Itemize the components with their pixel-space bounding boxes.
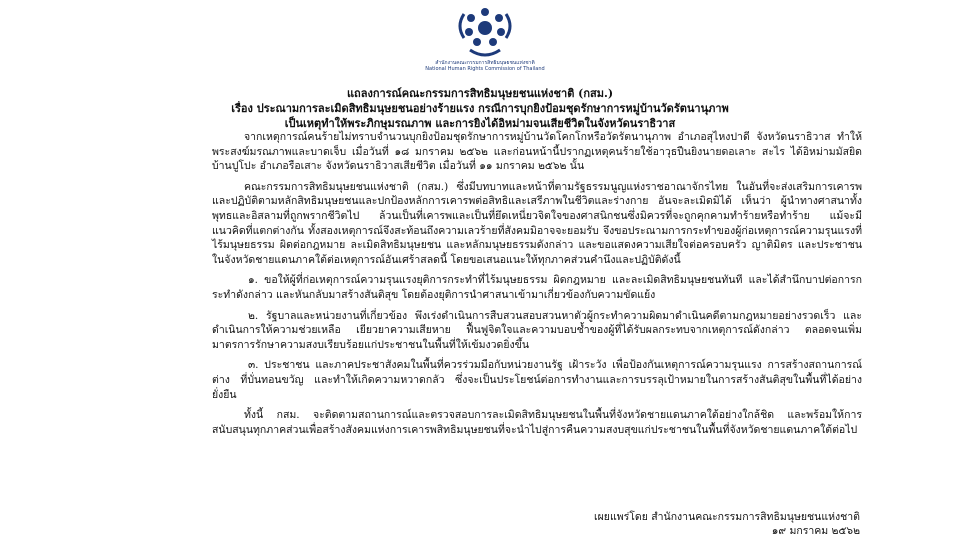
logo-org-name-en: National Human Rights Commission of Thailand [425,66,545,72]
paragraph-position: คณะกรรมการสิทธิมนุษยชนแห่งชาติ (กสม.) ซึ่งมีบทบาทและหน้าที่ตามรัฐธรรมนูญแห่งราชอาณาจักรไทย ในอันที่จะส่งเสริมการเคารพและปฏิบัติตามหลักสิทธิมนุษยชนและปกป้องหลักการเคารพต่อสิทธิและเสรีภาพในชีวิตและร่างกาย อันจะละเมิดมิได้ เห็นว่า ผู้นำทางศาสนาทั้งพุทธและอิสลามที่ถูกพรากชีวิตไป ล้วนเป็นที่เคารพและเป็นที่ยึดเหนี่ยวจิตใจของศาสนิกชนซึ่งมิควรที่จะถูกคุกคามทำร้ายหรือทำร้าย แม้จะมีแนวคิดที่แตกต่างกัน ทั้งสองเหตุการณ์จึงสะท้อนถึงความเลวร้ายที่สังคมมิอาจจะยอมรับ จึงขอประณามการกระทำของผู้ก่อเหตุการณ์ความรุนแรงที่ไร้มนุษยธรรม ผิดต่อกฎหมาย ละเมิดสิทธิมนุษยชน และหลักมนุษยธรรมดังกล่าว และขอแสดงความเสียใจต่อครอบครัว ญาติมิตร และประชาชนในจังหวัดชายแดนภาคใต้ต่อเหตุการณ์อันเศร้าสลดนี้ โดยขอเสนอแนะให้ทุกภาคส่วนคำนึงและปฏิบัติดังนี้ [212,180,862,266]
recommendation-item-2: ๒. รัฐบาลและหน่วยงานที่เกี่ยวข้อง พึงเร่งดำเนินการสืบสวนสอบสวนหาตัวผู้กระทำความผิดมาดำเนินคดีตามกฎหมายอย่างรวดเร็ว และดำเนินการให้ความช่วยเหลือ เยียวยาความเสียหาย ฟื้นฟูจิตใจและความบอบช้ำของผู้ที่ได้รับผลกระทบจากเหตุการณ์ดังกล่าว ตลอดจนเพิ่มมาตรการรักษาความสงบเรียบร้อยแก่ประชาชนในพื้นที่ให้เข้มงวดยิ่งขึ้น [212,309,862,351]
recommendation-item-1: ๑. ขอให้ผู้ที่ก่อเหตุการณ์ความรุนแรงยุติการกระทำที่ไร้มนุษยธรรม ผิดกฎหมาย และละเมิดสิทธิมนุษยชนทันที และได้สำนึกบาปต่อการกระทำดังกล่าว และหันกลับมาสร้างสันติสุข โดยต้องยุติการนำศาสนาเข้ามาเกี่ยวข้องกับความขัดแย้ง [212,274,862,301]
nhrc-logo [420,4,550,84]
statement-footer [594,510,860,538]
statement-body [212,130,862,443]
statement-title: แถลงการณ์คณะกรรมการสิทธิมนุษยชนแห่งชาติ (กสม.) [346,87,614,100]
publisher-line: เผยแพร่โดย สำนักงานคณะกรรมการสิทธิมนุษยชนแห่งชาติ [594,511,860,523]
recommendation-item-3: ๓. ประชาชน และภาคประชาสังคมในพื้นที่ควรร่วมมือกับหน่วยงานรัฐ เฝ้าระวัง เพื่อป้องกันเหตุการณ์ความรุนแรง การสร้างสถานการณ์ต่าง ที่บั่นทอนขวัญ และทำให้เกิดความหวาดกลัว ซึ่งจะเป็นประโยชน์ต่อการทำงานและการบรรลุเป้าหมายในการสร้างสันติสุขในพื้นที่ได้อย่างยั่งยืน [212,359,862,401]
nhrc-emblem-icon [450,4,520,60]
publish-date: ๑๙ มกราคม ๒๕๖๒ [771,525,860,537]
subject-line-2: เป็นเหตุทำให้พระภิกษุมรณภาพ และการยิงได้อิหม่ามจนเสียชีวิตในจังหวัดนราธิวาส [284,117,676,130]
logo-org-name-th: สำนักงานคณะกรรมการสิทธิมนุษยชนแห่งชาติ [435,60,535,66]
subject-line-1: เรื่อง ประณามการละเมิดสิทธิมนุษยชนอย่างร้ายแรง กรณีการบุกยิงป้อมชุดรักษาการหมู่บ้านวัดรัตนานุภาพ [231,102,729,115]
paragraph-closing: ทั้งนี้ กสม. จะติดตามสถานการณ์และตรวจสอบการละเมิดสิทธิมนุษยชนในพื้นที่จังหวัดชายแดนภาคใต้อย่างใกล้ชิด และพร้อมให้การสนับสนุนทุกภาคส่วนเพื่อสร้างสังคมแห่งการเคารพสิทธิมนุษยชนที่จะนำไปสู่การคืนความสงบสุขแก่ประชาชนในพื้นที่จังหวัดชายแดนภาคใต้ต่อไป [212,409,862,436]
paragraph-intro: จากเหตุการณ์คนร้ายไม่ทราบจำนวนบุกยิงป้อมชุดรักษาการหมู่บ้านวัดโคกโกหรือวัดรัตนานุภาพ อำเภอสุไหงปาดี จังหวัดนราธิวาส ทำให้พระสงฆ์มรณภาพและบาดเจ็บ เมื่อวันที่ ๑๘ มกราคม ๒๕๖๒ และก่อนหน้านี้ปรากฏเหตุคนร้ายใช้อาวุธปืนยิงนายดอเลาะ สะไร ได้อิหม่ามมัสยิดบ้านปูโปะ อำเภอรือเสาะ จังหวัดนราธิวาสเสียชีวิต เมื่อวันที่ ๑๑ มกราคม ๒๕๖๒ นั้น [212,131,862,173]
statement-header [130,86,830,131]
